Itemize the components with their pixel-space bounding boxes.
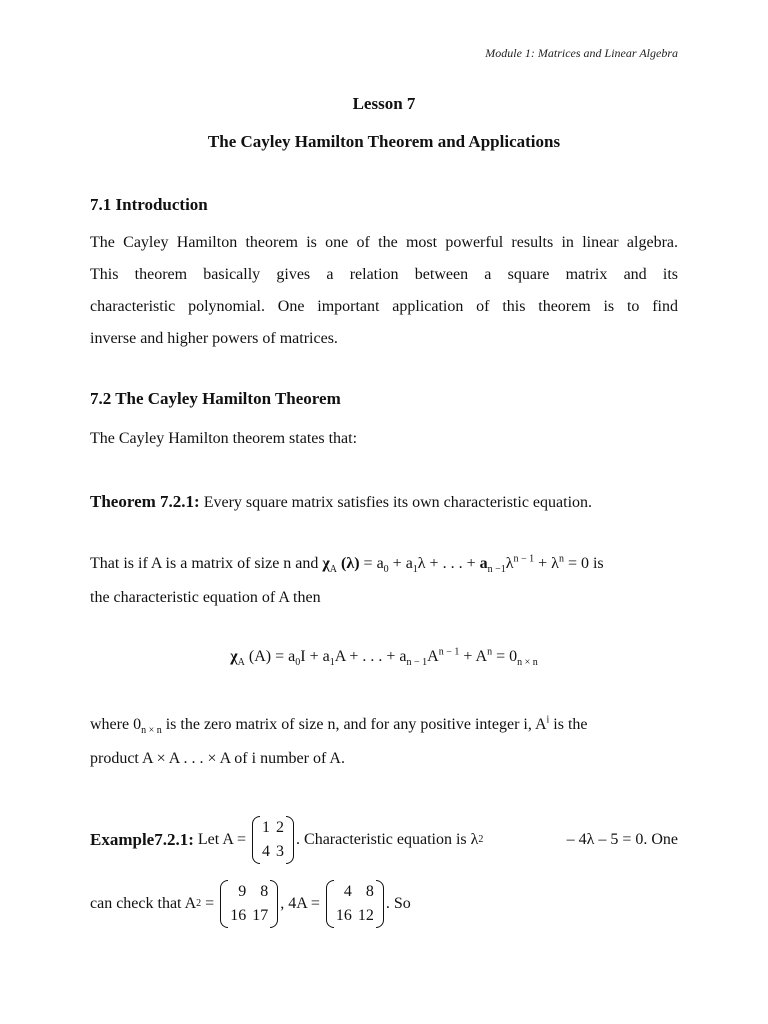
subscript: n −1 bbox=[487, 564, 506, 576]
matrix-cell: 16 bbox=[230, 907, 247, 924]
paragraph-line: The Cayley Hamilton theorem is one of the most powerful results in linear algebra. bbox=[90, 234, 678, 251]
matrix-cell: 3 bbox=[276, 843, 285, 860]
matrix-cell: 16 bbox=[335, 907, 352, 924]
zero-matrix-definition bbox=[90, 714, 678, 737]
left-parenthesis bbox=[220, 880, 228, 928]
matrix-a-squared bbox=[220, 880, 278, 928]
matrix-4a bbox=[326, 880, 384, 928]
zero-matrix-definition-line-2: product A × A . . . × A of i number of A. bbox=[90, 750, 345, 767]
subscript: 0 bbox=[295, 657, 301, 669]
text-run: is the zero matrix of size n, and for any positive integer i, A bbox=[161, 716, 547, 733]
subscript: 1 bbox=[412, 564, 418, 576]
matrix-a-table bbox=[259, 816, 287, 864]
left-parenthesis bbox=[326, 880, 334, 928]
text-run: A bbox=[427, 648, 439, 665]
text-run: That is if A is a matrix of size n and bbox=[90, 555, 323, 572]
cayley-hamilton-equation bbox=[0, 646, 768, 669]
left-parenthesis bbox=[252, 816, 260, 864]
matrix-cell: 12 bbox=[357, 907, 374, 924]
text-run: Let A = bbox=[193, 831, 251, 848]
superscript: i bbox=[546, 714, 550, 726]
text-run: = 0 is bbox=[563, 555, 604, 572]
theorem-label: Theorem 7.2.1: bbox=[90, 492, 200, 511]
superscript: n bbox=[558, 553, 564, 565]
text-run: I + a bbox=[300, 648, 330, 665]
example-line-1: Example7.2.1: Let A = 1 2 4 3 . Characteristic equation is λ 2 – 4λ – 5 = 0. One bbox=[90, 812, 678, 868]
right-parenthesis bbox=[376, 880, 384, 928]
text-run: – 4λ – 5 = 0. One bbox=[562, 831, 678, 848]
theorem-intro-text: The Cayley Hamilton theorem states that: bbox=[90, 430, 358, 447]
text-run: = 0 bbox=[492, 648, 518, 665]
subscript: A bbox=[329, 564, 338, 576]
text-run: a bbox=[479, 555, 488, 572]
text-run: + a bbox=[388, 555, 413, 572]
justified-line bbox=[90, 714, 678, 737]
paragraph-line: characteristic polynomial. One important application of this theorem is to find bbox=[90, 298, 678, 315]
subscript: 0 bbox=[383, 564, 389, 576]
superscript: n − 1 bbox=[438, 646, 460, 658]
text-run: + A bbox=[459, 648, 488, 665]
line-left-part bbox=[90, 714, 588, 737]
chi-symbol: χ bbox=[322, 555, 330, 572]
paragraph-line: inverse and higher powers of matrices. bbox=[90, 330, 338, 347]
matrix-a bbox=[252, 816, 294, 864]
text-run: = a bbox=[359, 555, 384, 572]
text-run: λ bbox=[505, 555, 514, 572]
section-heading-introduction: 7.1 Introduction bbox=[90, 195, 208, 214]
subscript: A bbox=[237, 657, 245, 669]
text-run: can check that A bbox=[90, 895, 197, 912]
section-heading-theorem: 7.2 The Cayley Hamilton Theorem bbox=[90, 389, 341, 408]
text-run: = bbox=[201, 895, 219, 912]
text-run: A + . . . + a bbox=[334, 648, 407, 665]
subscript: 1 bbox=[329, 657, 335, 669]
example-label: Example7.2.1: bbox=[90, 830, 194, 849]
matrix-cell: 17 bbox=[252, 907, 269, 924]
matrix-cell: 2 bbox=[276, 819, 285, 836]
matrix-cell: 9 bbox=[238, 883, 247, 900]
example-line-2: can check that A 2 = 9 8 16 17 , 4A = 4 8 16 12 . So bbox=[90, 876, 411, 932]
text-run: is the bbox=[549, 716, 588, 733]
chi-symbol: χ bbox=[230, 648, 238, 665]
superscript: n − 1 bbox=[513, 553, 535, 565]
matrix-cell: 4 bbox=[262, 843, 271, 860]
right-parenthesis bbox=[286, 816, 294, 864]
matrix-cell: 8 bbox=[365, 883, 374, 900]
introduction-paragraph bbox=[90, 227, 678, 355]
theorem-statement bbox=[90, 492, 592, 512]
characteristic-equation-line-2: the characteristic equation of A then bbox=[90, 589, 321, 606]
text-run: , 4A = bbox=[280, 895, 324, 912]
matrix-cell: 4 bbox=[343, 883, 352, 900]
subscript: n − 1 bbox=[406, 657, 428, 669]
matrix-4a-table bbox=[333, 880, 377, 928]
subscript: n × n bbox=[141, 725, 162, 737]
text-run: . Characteristic equation is bbox=[296, 831, 471, 848]
lesson-title: The Cayley Hamilton Theorem and Applications bbox=[207, 132, 561, 151]
text-run: . So bbox=[385, 895, 411, 912]
right-parenthesis bbox=[270, 880, 278, 928]
subscript: n × n bbox=[517, 657, 538, 669]
theorem-text: Every square matrix satisfies its own characteristic equation. bbox=[199, 494, 593, 511]
characteristic-equation-line bbox=[90, 553, 678, 576]
text-run: (A) = a bbox=[244, 648, 296, 665]
lesson-number: Lesson 7 bbox=[352, 94, 416, 113]
lambda-arg: (λ) bbox=[337, 555, 360, 572]
text-run: λ + . . . + bbox=[417, 555, 480, 572]
matrix-cell: 1 bbox=[262, 819, 271, 836]
superscript: n bbox=[487, 646, 493, 658]
paragraph-line: This theorem basically gives a relation between a square matrix and its bbox=[90, 266, 678, 283]
text-run: where 0 bbox=[90, 716, 142, 733]
lambda-symbol: λ bbox=[470, 831, 479, 848]
running-header: Module 1: Matrices and Linear Algebra bbox=[485, 46, 678, 60]
matrix-cell: 8 bbox=[260, 883, 269, 900]
text-run: + λ bbox=[534, 555, 559, 572]
matrix-a-squared-table bbox=[227, 880, 271, 928]
